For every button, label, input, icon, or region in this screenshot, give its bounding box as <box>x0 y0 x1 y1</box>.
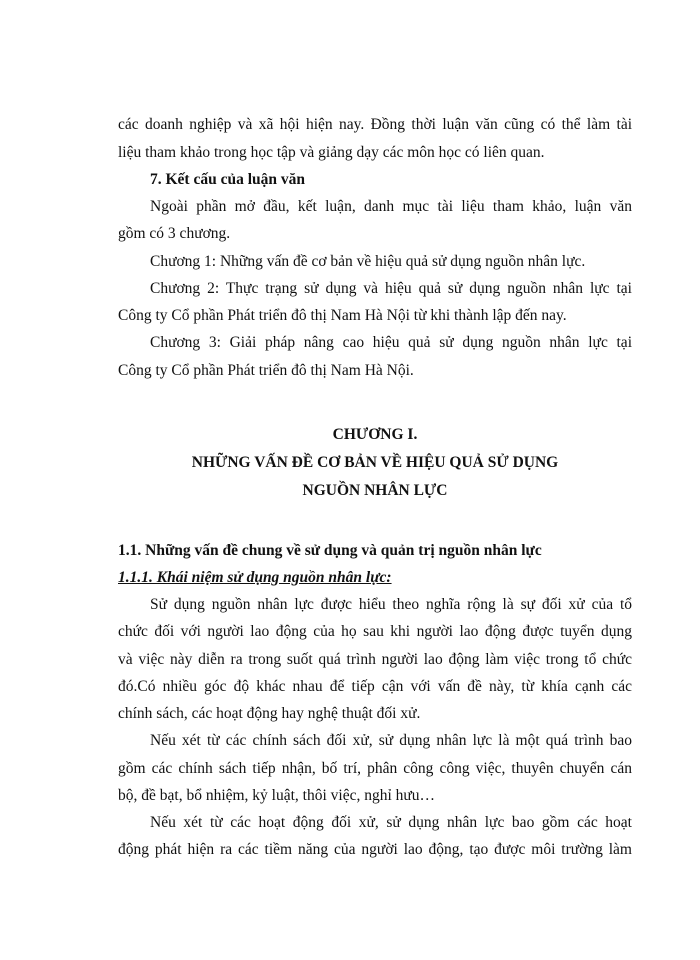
text-line: liệu tham khảo trong học tập và giảng dạy các môn học có liên quan. <box>118 144 545 161</box>
text-line: động phát hiện ra các tiềm năng của người lao động, tạo được môi trường làm <box>118 841 632 858</box>
chapter-title-line-2: NGUỒN NHÂN LỰC <box>302 482 448 499</box>
text-line: gồm có 3 chương. <box>118 225 231 242</box>
text-line: Chương 3: Giải pháp nâng cao hiệu quả sử dụng nguồn nhân lực tại <box>150 334 632 351</box>
text-line: Công ty Cổ phần Phát triển đô thị Nam Hà Nội từ khi thành lập đến nay. <box>118 307 567 324</box>
text-line: Sử dụng nguồn nhân lực được hiểu theo nghĩa rộng là sự đối xử của tổ <box>150 596 632 613</box>
subsection-heading-1-1-1: 1.1.1. Khái niệm sử dụng nguồn nhân lực: <box>118 569 392 586</box>
section-heading-1-1: 1.1. Những vấn đề chung về sử dụng và quản trị nguồn nhân lực <box>118 542 542 559</box>
text-line: Nếu xét từ các chính sách đối xử, sử dụng nhân lực là một quá trình bao <box>150 732 632 749</box>
text-line: các doanh nghiệp và xã hội hiện nay. Đồng thời luận văn cũng có thể làm tài <box>118 116 632 133</box>
text-line: Công ty Cổ phần Phát triển đô thị Nam Hà Nội. <box>118 362 414 379</box>
text-line: gồm các chính sách tiếp nhận, bố trí, phân công công việc, thuyên chuyển cán <box>118 760 632 777</box>
section-heading-structure: 7. Kết cấu của luận văn <box>150 171 306 188</box>
text-line: chính sách, các hoạt động hay nghệ thuật đối xử. <box>118 705 421 722</box>
text-line: đó.Có nhiều góc độ khác nhau để tiếp cận với vấn đề này, từ khía cạnh các <box>118 678 632 695</box>
text-line: chức đối với người lao động của họ sau khi người lao động được tuyển dụng <box>118 623 632 640</box>
text-line: Nếu xét từ các hoạt động đối xử, sử dụng nhân lực bao gồm các hoạt <box>150 814 632 831</box>
chapter-title-line-1: NHỮNG VẤN ĐỀ CƠ BẢN VỀ HIỆU QUẢ SỬ DỤNG <box>191 454 559 471</box>
text-line: Ngoài phần mở đầu, kết luận, danh mục tài liệu tham khảo, luận văn <box>150 198 632 215</box>
chapter-number: CHƯƠNG I. <box>332 426 418 443</box>
text-line: bộ, đề bạt, bổ nhiệm, kỷ luật, thôi việc, nghỉ hưu… <box>118 787 436 804</box>
text-line: và việc này diễn ra trong suốt quá trình người lao động làm việc trong tổ chức <box>118 651 632 668</box>
text-line: Chương 1: Những vấn đề cơ bản về hiệu quả sử dụng nguồn nhân lực. <box>150 253 586 270</box>
text-line: Chương 2: Thực trạng sử dụng và hiệu quả sử dụng nguồn nhân lực tại <box>150 280 632 297</box>
